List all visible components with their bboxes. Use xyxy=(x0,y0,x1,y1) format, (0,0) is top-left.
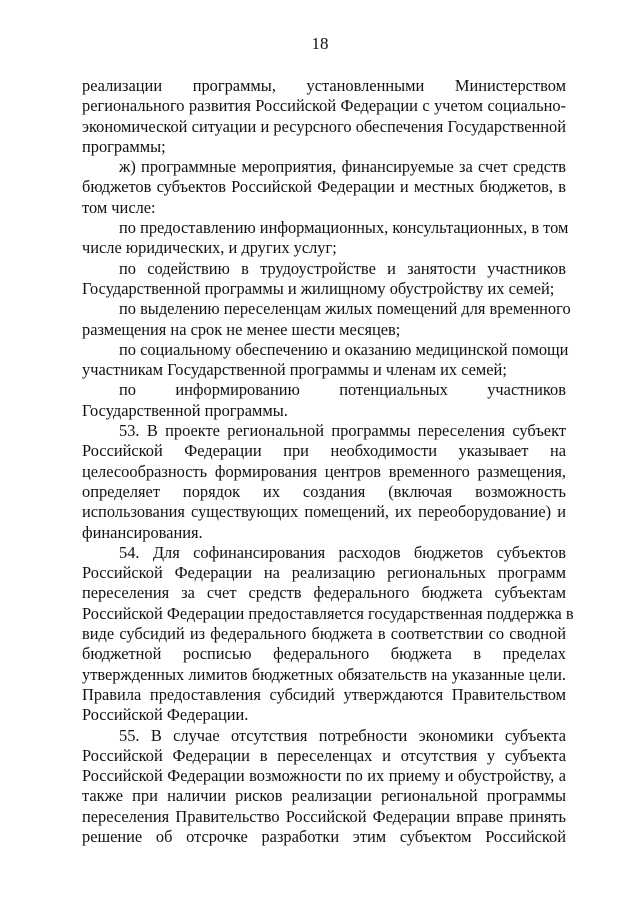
text-line: финансирования. xyxy=(82,522,203,542)
text-line: бюджетов субъектов Российской Федерации и местных бюджетов, в xyxy=(82,177,566,197)
text-line: по социальному обеспечению и оказанию медицинской помощи xyxy=(119,339,569,359)
text-line: переселения Правительство Российской Федерации вправе принять xyxy=(82,806,566,826)
text-line: том числе: xyxy=(82,197,156,217)
text-line: числе юридических, и других услуг; xyxy=(82,238,337,258)
text-line: использования существующих помещений, их переоборудование) и xyxy=(82,502,566,522)
text-line: размещения на срок не менее шести месяцев; xyxy=(82,319,401,339)
text-line: утвержденных лимитов бюджетных обязательств на указанные цели. xyxy=(82,664,566,684)
text-line: решение об отсрочке разработки этим субъектом Российской xyxy=(82,826,566,846)
text-line: Российской Федерации при необходимости указывает на xyxy=(82,441,566,461)
text-line: по выделению переселенцам жилых помещений для временного xyxy=(119,299,571,319)
text-line: по предоставлению информационных, консультационных, в том xyxy=(119,218,569,238)
text-line: программы; xyxy=(82,136,166,156)
document-body xyxy=(82,76,574,847)
text-line: Российской Федерации в переселенцах и отсутствия у субъекта xyxy=(82,745,566,765)
text-line: Государственной программы. xyxy=(82,400,288,420)
text-line: определяет порядок их создания (включая возможность xyxy=(82,481,566,501)
text-line: 53. В проекте региональной программы переселения субъект xyxy=(119,421,566,441)
text-line: реализации программы, установленными Министерством xyxy=(82,76,566,95)
text-line: Российской Федерации на реализацию региональных программ xyxy=(82,563,566,583)
text-line: бюджетной росписью федерального бюджета в пределах xyxy=(82,644,566,664)
text-line: также при наличии рисков реализации региональной программы xyxy=(82,786,566,806)
text-line: виде субсидий из федерального бюджета в соответствии со сводной xyxy=(82,624,566,644)
text-line: 54. Для софинансирования расходов бюджетов субъектов xyxy=(119,542,566,562)
page-number: 18 xyxy=(311,34,329,53)
text-line: экономической ситуации и ресурсного обеспечения Государственной xyxy=(82,116,566,136)
text-line: по информированию потенциальных участников xyxy=(119,380,566,400)
text-line: Российской Федерации возможности по их приему и обустройству, а xyxy=(82,766,566,786)
text-line: Российской Федерации. xyxy=(82,705,249,725)
text-line: Правила предоставления субсидий утверждаются Правительством xyxy=(82,684,566,704)
text-line: по содействию в трудоустройстве и занятости участников xyxy=(119,258,566,278)
text-line: ж) программные мероприятия, финансируемые за счет средств xyxy=(119,157,566,177)
text-line: переселения за счет средств федерального бюджета субъектам xyxy=(82,583,566,603)
text-line: участникам Государственной программы и членам их семей; xyxy=(82,360,507,380)
text-line: целесообразность формирования центров временного размещения, xyxy=(82,461,566,481)
text-line: Государственной программы и жилищному обустройству их семей; xyxy=(82,278,555,298)
text-line: Российской Федерации предоставляется государственная поддержка в xyxy=(82,603,574,623)
text-line: регионального развития Российской Федерации с учетом социально- xyxy=(82,96,566,116)
text-line: 55. В случае отсутствия потребности экономики субъекта xyxy=(119,725,566,745)
